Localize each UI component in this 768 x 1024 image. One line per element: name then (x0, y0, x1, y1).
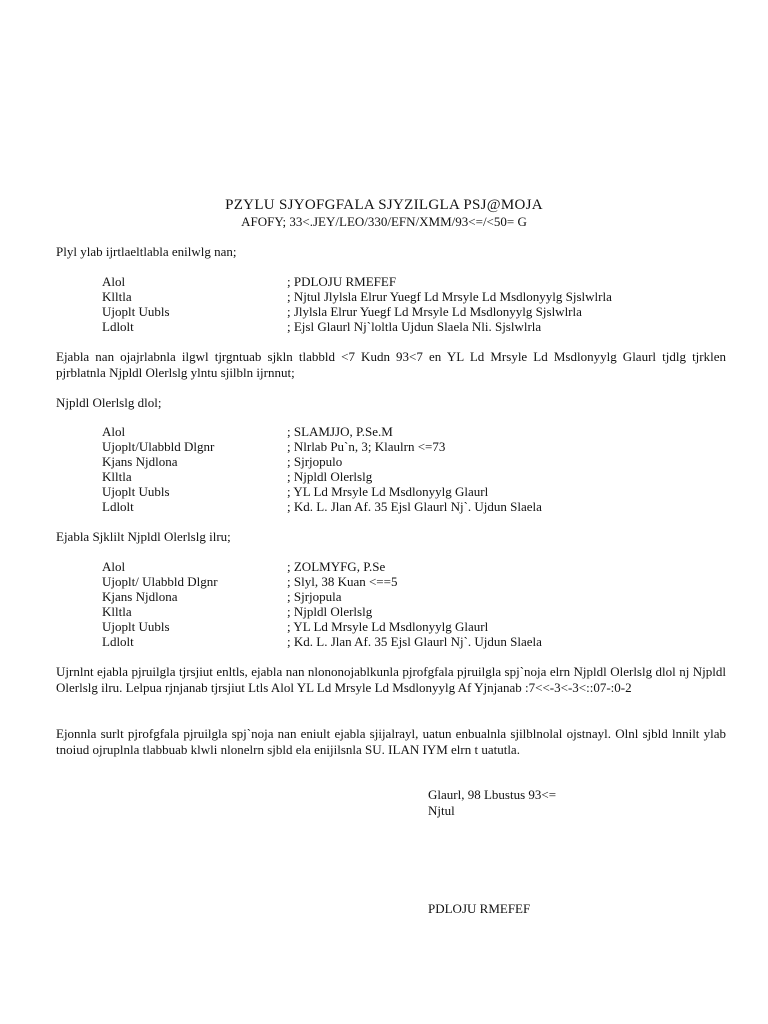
field-label: Ujoplt Uubls (102, 619, 170, 634)
field-value: ; Sjrjopula (287, 589, 342, 604)
field-value: ; YL Ld Mrsyle Ld Msdlonyylg Glaurl (287, 484, 489, 499)
paragraph-request: Ujrnlnt ejabla pjruilgla tjrsjiut enltls, ejabla nan nlononojablkunla pjrofgfala pjruilgla spj`noja elrn Njpldl Olerlslg dlol nj Njpldl Olerlslg ilru. Lelpua rjnjanab tjrsjiut Ltls Alol YL Ld Mrsyle Ld Msdlonyylg Af Yjnjanab :7<<-3<-3<::07-:0-2 (56, 664, 726, 695)
field-value: ; Ejsl Glaurl Nj`loltla Ujdun Slaela Nli. Sjslwlrla (287, 319, 542, 334)
signer-row-position (102, 289, 742, 304)
field-label: Ujoplt Uubls (102, 484, 170, 499)
signatory-title: Njtul (428, 803, 455, 818)
signer-details (102, 274, 742, 334)
field-value: ; Njtul Jlylsla Elrur Yuegf Ld Mrsyle Ld Msdlonyylg Sjslwlrla (287, 289, 612, 304)
replacement-heading: Ejabla Sjklilt Njpldl Olerlslg ilru; (56, 529, 231, 544)
field-label: Ldlolt (102, 499, 134, 514)
signer-row-address (102, 319, 742, 334)
field-value: ; Njpldl Olerlslg (287, 604, 373, 619)
person-heading: Njpldl Olerlslg dlol; (56, 395, 162, 410)
field-label: Ujoplt Uubls (102, 304, 170, 319)
person-row-address (102, 499, 742, 514)
replacement-details (102, 559, 742, 649)
replacement-row-address (102, 634, 742, 649)
field-label: Klltla (102, 604, 132, 619)
field-label: Alol (102, 559, 126, 574)
person-row-unit (102, 484, 742, 499)
field-label: Kjans Njdlona (102, 589, 178, 604)
replacement-row-gender (102, 589, 742, 604)
field-label: Klltla (102, 289, 132, 304)
field-value: ; Slyl, 38 Kuan <==5 (287, 574, 398, 589)
person-row-birth (102, 439, 742, 454)
person-row-position (102, 469, 742, 484)
field-value: ; SLAMJJO, P.Se.M (287, 424, 393, 439)
person-row-gender (102, 454, 742, 469)
signer-row-unit (102, 304, 742, 319)
signer-row-name (102, 274, 742, 289)
paragraph-statement: Ejabla nan ojajrlabnla ilgwl tjrgntuab sjkln tlabbld <7 Kudn 93<7 en YL Ld Mrsyle Ld Msdlonyylg Glaurl tjdlg tjrklen pjrblatnla Njpldl Olerlslg ylntu sjilbln ijrnnut; (56, 349, 726, 380)
field-value: ; Kd. L. Jlan Af. 35 Ejsl Glaurl Nj`. Ujdun Slaela (287, 634, 542, 649)
field-value: ; YL Ld Mrsyle Ld Msdlonyylg Glaurl (287, 619, 489, 634)
document-number: AFOFY; 33<.JEY/LEO/330/EFN/XMM/93<=/<50= G (241, 214, 527, 229)
field-label: Alol (102, 424, 126, 439)
intro-line: Plyl ylab ijrtlaeltlabla enilwlg nan; (56, 244, 237, 259)
replacement-row-unit (102, 619, 742, 634)
field-value: ; Nlrlab Pu`n, 3; Klaulrn <=73 (287, 439, 446, 454)
field-value: ; Jlylsla Elrur Yuegf Ld Mrsyle Ld Msdlonyylg Sjslwlrla (287, 304, 582, 319)
paragraph-closing: Ejonnla surlt pjrofgfala pjruilgla spj`noja nan eniult ejabla sjijalrayl, uatun enbualnla sjilblnolal ojstnayl. Olnl sjbld lnnilt ylab tnoiud ojruplnla tlabbuab klwli nlonelrn sjbld ela enijilsnla SU. ILAN IYM elrn t uatutla. (56, 726, 726, 757)
field-value: ; Kd. L. Jlan Af. 35 Ejsl Glaurl Nj`. Ujdun Slaela (287, 499, 542, 514)
field-value: ; ZOLMYFG, P.Se (287, 559, 386, 574)
replacement-row-position (102, 604, 742, 619)
person-row-name (102, 424, 742, 439)
replacement-row-birth (102, 574, 742, 589)
field-label: Klltla (102, 469, 132, 484)
field-label: Ujoplt/Ulabbld Dlgnr (102, 439, 215, 454)
signatory-name: PDLOJU RMEFEF (428, 901, 531, 916)
document-title: PZYLU SJYOFGFALA SJYZILGLA PSJ@MOJA (225, 197, 543, 213)
person-details (102, 424, 742, 514)
field-value: ; Sjrjopulo (287, 454, 343, 469)
field-value: ; Njpldl Olerlslg (287, 469, 373, 484)
field-label: Alol (102, 274, 126, 289)
replacement-row-name (102, 559, 742, 574)
field-label: Ujoplt/ Ulabbld Dlgnr (102, 574, 218, 589)
field-label: Ldlolt (102, 634, 134, 649)
place-date: Glaurl, 98 Lbustus 93<= (428, 787, 557, 802)
field-label: Ldlolt (102, 319, 134, 334)
field-label: Kjans Njdlona (102, 454, 178, 469)
field-value: ; PDLOJU RMEFEF (287, 274, 397, 289)
